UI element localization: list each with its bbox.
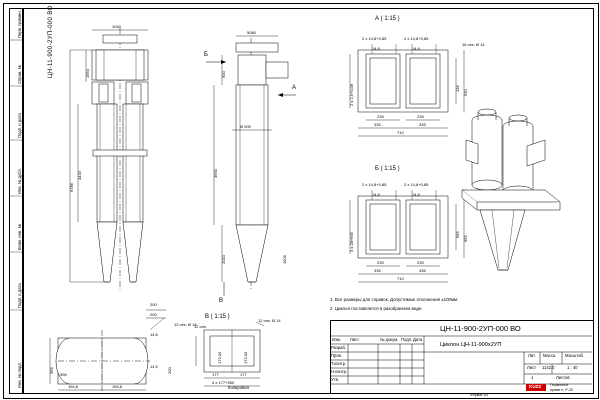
front-dim-bottom: 1605 [282, 255, 287, 264]
bottom-view-total: 396 [60, 372, 67, 377]
view-a-holes-right: 2 х 14,8+0,85 [404, 36, 429, 41]
stamp-header-massa: Масса [543, 353, 556, 358]
view-v-holes-note: 12 отв. Ø 14 [258, 318, 281, 323]
bottom-view-right-v: 200 [167, 367, 172, 374]
section-marker-v: В [219, 298, 224, 304]
stamp-value-masshtab: 1 : 40 [567, 365, 578, 370]
bottom-view-left-v: 356 [49, 367, 54, 374]
drawing-designation: ЦН-11-900-2УП-000 ВО [440, 324, 521, 333]
row-role-3: Н.контр. [331, 369, 348, 374]
main-dim-top-height: 1954 [85, 69, 90, 78]
view-v-w1: 177 [212, 372, 219, 377]
view-a-w3: 335 [374, 122, 381, 127]
col-header-list: Лист [350, 337, 360, 342]
view-b-w2: 235 [417, 260, 424, 265]
view-b-holes-right: 2 х 14,8+0,85 [404, 182, 429, 187]
view-b-h2: 14,8 [412, 192, 420, 197]
view-b-h1: 14,8 [372, 192, 380, 197]
margin-field-0: Перв. примен. [17, 10, 22, 38]
front-dim-mid: 3650 [213, 169, 218, 178]
view-b-vleft: 3 х 28+655 [349, 232, 354, 252]
format-label: Формат А3 [470, 393, 489, 397]
row-role-1: Пров. [331, 353, 343, 358]
view-v-label: В ( 1:15 ) [205, 314, 230, 320]
bottom-view-d1: 200 [150, 302, 157, 307]
col-header-data: Дата [413, 337, 423, 342]
bottom-view-h1: 14,8 [150, 332, 158, 337]
main-dim-top-width: 1040 [112, 24, 121, 29]
row-role-4: Утв. [331, 377, 339, 382]
front-dim-diameter: Ø 900 [240, 124, 251, 129]
view-a-h1: 14,8 [372, 46, 380, 51]
view-a-label: А ( 1:15 ) [375, 16, 400, 22]
main-dim-body-height: 4433 [77, 171, 82, 180]
view-v-total: 4 х 177+350 [212, 380, 235, 385]
view-a-w2: 235 [417, 114, 424, 119]
view-b-vright2: 695 [463, 235, 468, 242]
stamp-sheet-value: 1 [531, 375, 534, 380]
margin-field-6: Инв. № подл. [17, 361, 22, 388]
margin-field-3: Инв. № дубл. [17, 168, 22, 194]
view-v-w2: 177 [240, 372, 247, 377]
bottom-view-hole-note: 12 отв. Ø 18 [174, 322, 197, 327]
view-a-w1: 235 [377, 114, 384, 119]
stamp-header-lit: Лит. [528, 353, 536, 358]
view-v-v1: 172,00 [217, 351, 222, 364]
view-a-vright2: 530 [463, 89, 468, 96]
note-line-1: 1. Все размеры для справок. Допустимые отклонения ±100мм. [330, 297, 459, 302]
front-dim-neck: 900 [221, 71, 226, 78]
margin-field-4: Взам. инв. № [17, 224, 22, 250]
margin-field-1: Справ. № [17, 65, 22, 84]
view-b-w1: 235 [377, 260, 384, 265]
margin-field-2: Подп. и дата [17, 113, 22, 138]
view-a-h2: 14,8 [412, 46, 420, 51]
view-a-w4: 335 [419, 122, 426, 127]
note-line-2: 2. Циклон поставляется в разобранном виде. [330, 306, 423, 311]
view-v-left-holes: 12 отв. [194, 324, 207, 329]
view-b-w3: 335 [374, 268, 381, 273]
stamp-header-masshtab: Масштаб [565, 353, 583, 358]
stamp-sheets-label: Листов [556, 375, 570, 380]
view-a-holes-left: 2 х 14,8+0,85 [362, 36, 387, 41]
company-note-text2: приме н. Р-20 [550, 388, 573, 392]
section-marker-b: Б [204, 52, 208, 58]
view-a-vright: 136 [455, 85, 460, 92]
row-role-0: Разраб. [331, 345, 347, 350]
drawing-name: Циклон ЦН-11-900х2УП [440, 342, 502, 348]
bottom-view-d2: 200 [150, 312, 157, 317]
bottom-view-h2: 14,5 [150, 364, 158, 369]
view-b-vright: 595 [455, 231, 460, 238]
vertical-designation: ЦН-11-900-2УП-000 ВО [48, 5, 54, 78]
view-b-w4: 335 [419, 268, 426, 273]
col-header-docum: № докум. [380, 337, 399, 342]
view-a-vleft: 2 х 2,5+0,06 [349, 83, 354, 106]
bottom-view-w1: 194,6 [68, 384, 79, 389]
stamp-sheet-label: Лист [527, 365, 537, 370]
col-header-podp: Подп. [401, 337, 413, 342]
front-dim-cone: 2010 [221, 255, 226, 264]
view-b-total: 710 [397, 276, 404, 281]
view-a-holes-note: 16 отв. Ø 14 [462, 42, 485, 47]
front-dim-top: 5080 [247, 30, 256, 35]
section-marker-a: А [292, 85, 297, 91]
view-b-holes-left: 2 х 14,8+0,85 [362, 182, 387, 187]
view-a-total: 710 [397, 130, 404, 135]
main-dim-total-height: 6786 [69, 183, 74, 192]
company-note-text: Первичное [550, 383, 569, 387]
view-v-v2: 172,00 [243, 351, 248, 364]
row-role-2: Т.контр. [331, 361, 347, 366]
bottom-view-w2: 194,6 [112, 384, 123, 389]
margin-field-5: Подп. и дата [17, 283, 22, 308]
company-name: KUZZ [529, 384, 542, 389]
view-b-label: Б ( 1:15 ) [375, 166, 400, 172]
stamp-value-massa: 1142,0 [542, 365, 555, 370]
col-header-izm: Изм. [332, 337, 341, 342]
copy-label: Копировал [228, 385, 249, 390]
